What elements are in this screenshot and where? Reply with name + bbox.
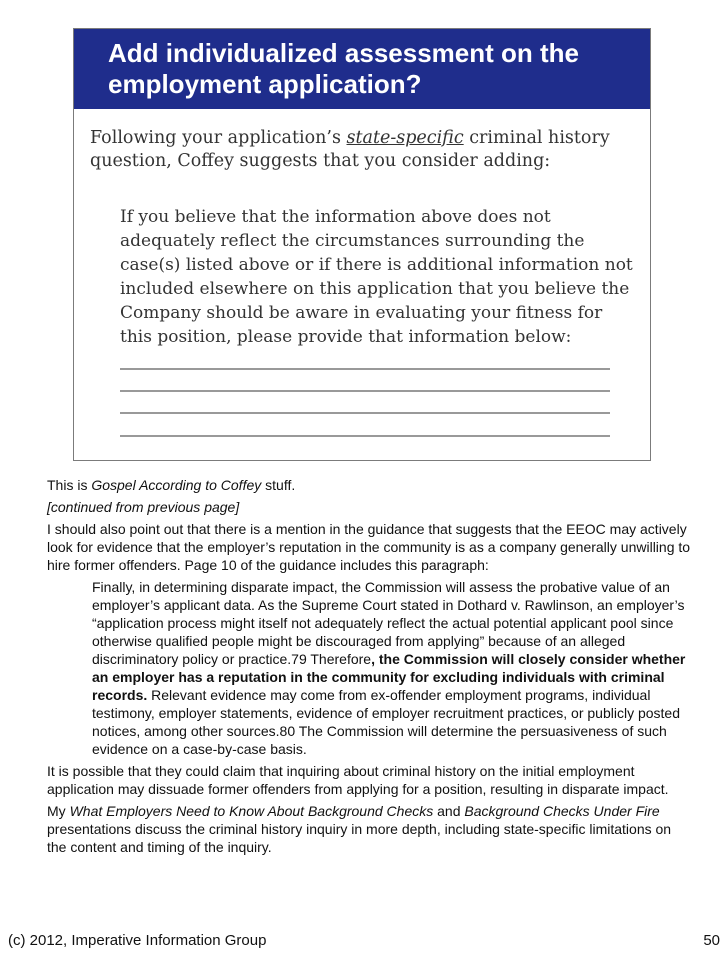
notes-paragraph	[47, 802, 692, 856]
answer-line	[120, 435, 610, 437]
quote-bold: , the Commission will closely consider whether an employer has a reputation in the community for excluding individuals with criminal records.	[92, 651, 686, 703]
notes-block-quote	[92, 578, 692, 758]
notes-italic: What Employers Need to Know About Background Checks	[69, 803, 434, 819]
notes-text: presentations discuss the criminal history inquiry in more depth, including state-specific limitations on the content and timing of the inquiry.	[47, 821, 672, 855]
footer-copyright: (c) 2012, Imperative Information Group	[8, 932, 267, 949]
page-number: 50	[703, 932, 720, 949]
quote-text: Relevant evidence may come from ex-offender employment programs, individual testimony, employer statements, evidence of employer recruitment practices, or publicly posted notices, among other sources.80 The Commission will determine the persuasiveness of such evidence on a case-by-case basis.	[92, 687, 680, 757]
notes-text: stuff.	[261, 477, 296, 493]
slide-intro-after: criminal history question, Coffey suggests that you consider adding:	[90, 128, 610, 171]
slide-title: Add individualized assessment on the employment application?	[74, 29, 650, 109]
slide-intro-before: Following your application’s	[90, 128, 347, 148]
speaker-notes	[47, 476, 692, 860]
slide-image	[73, 28, 651, 461]
notes-text: and	[433, 803, 465, 819]
answer-line	[120, 390, 610, 392]
slide-intro-emphasis: state-specific	[346, 128, 464, 148]
notes-paragraph: It is possible that they could claim that inquiring about criminal history on the initial employment application may dissuade former offenders from applying for a position, resulting in disparate impact.	[47, 763, 669, 797]
quote-text: Finally, in determining disparate impact, the Commission will assess the probative value of an employer’s applicant data. As the Supreme Court stated in Dothard v. Rawlinson, an employer’s “application process might itself not adequately reflect the actual potential applicant pool since otherwise qualified people might be discouraged from applying” because of an alleged discriminatory policy or practice.79 Therefore	[92, 579, 685, 667]
notes-italic: Gospel According to Coffey	[91, 477, 262, 493]
answer-line	[120, 412, 610, 414]
notes-text: My	[47, 803, 70, 819]
notes-continued: [continued from previous page]	[47, 499, 240, 515]
notes-italic: Background Checks Under Fire	[464, 803, 660, 819]
notes-paragraph	[47, 498, 692, 516]
notes-paragraph	[47, 476, 692, 494]
notes-text: This is	[47, 477, 92, 493]
slide-intro	[90, 127, 630, 173]
notes-paragraph: I should also point out that there is a mention in the guidance that suggests that the EEOC may actively look for evidence that the employer’s reputation in the community is as a company generally unwilling to hire former offenders. Page 10 of the guidance includes this paragraph:	[47, 521, 691, 573]
slide-sample-question: If you believe that the information above does not adequately reflect the circumstances surrounding the case(s) listed above or if there is additional information not included elsewhere on this application that you believe the Company should be aware in evaluating your fitness for this position, please provide that information below:	[120, 207, 633, 347]
answer-line	[120, 368, 610, 370]
